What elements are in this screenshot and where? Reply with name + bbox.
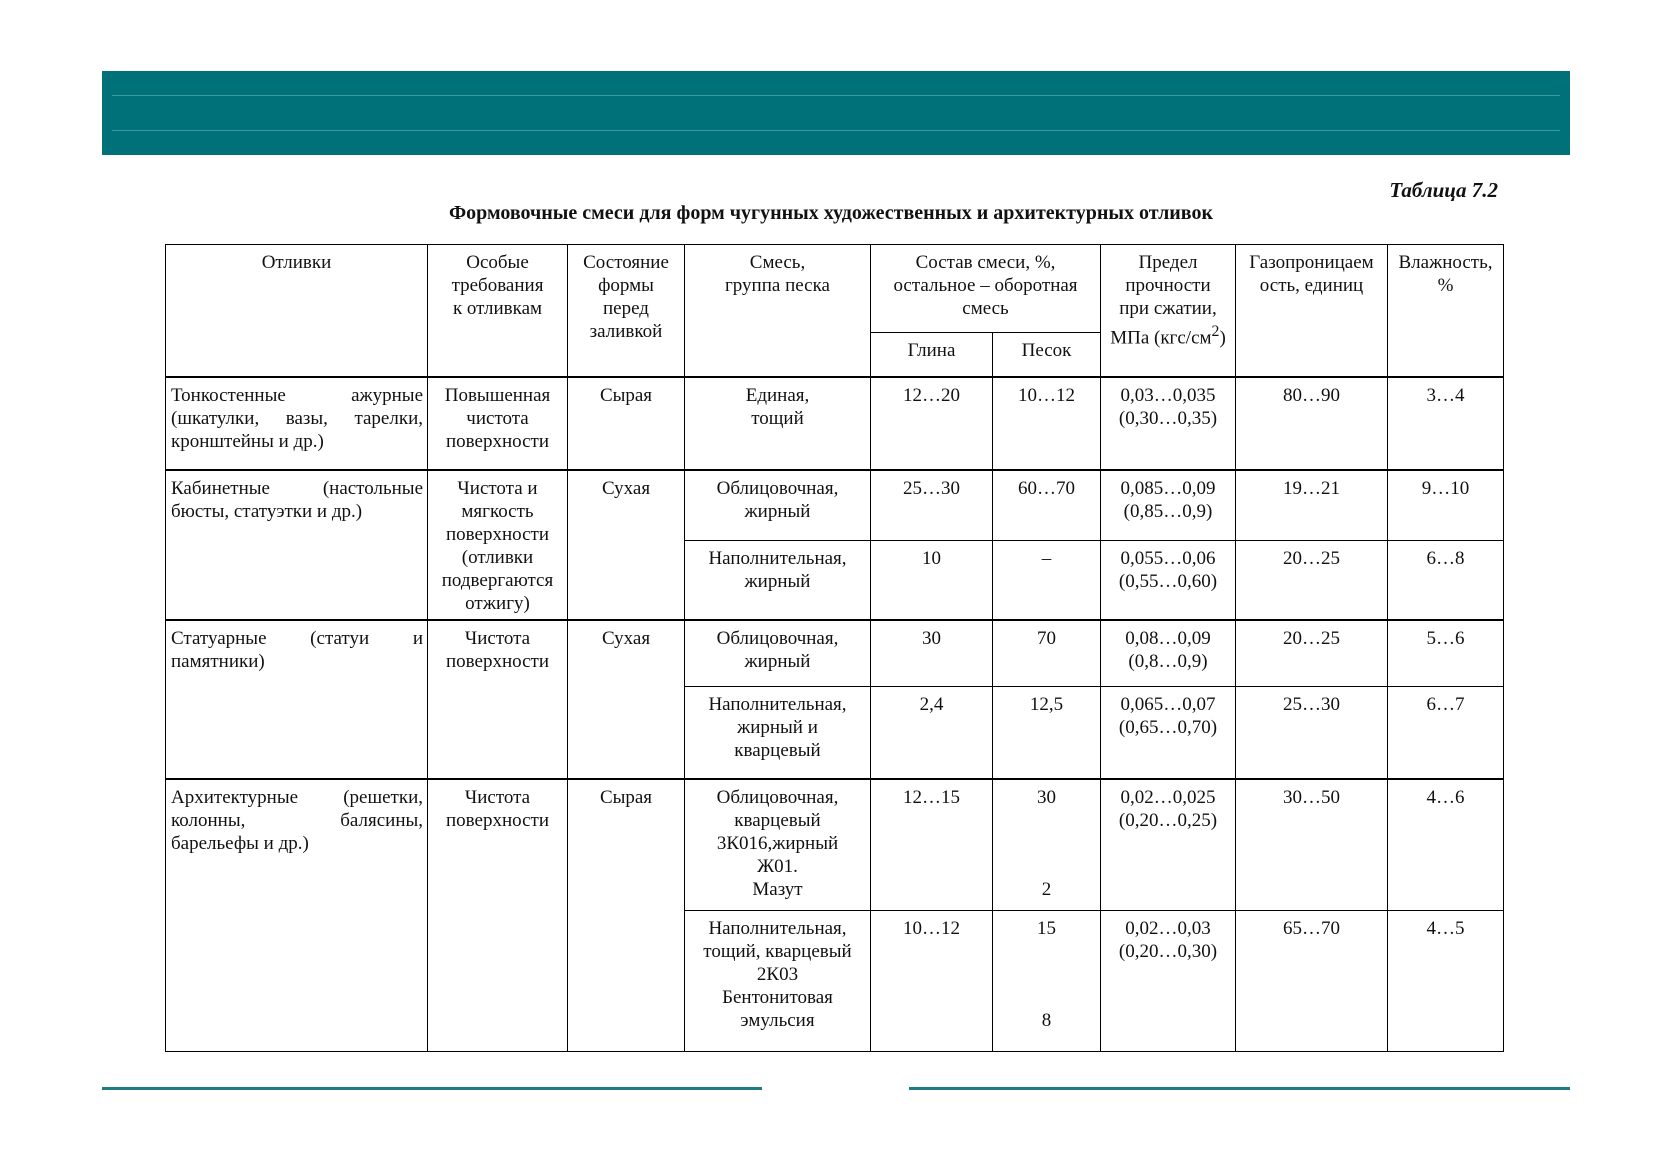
clay-cell: 12…15 [871, 779, 993, 911]
permeability-cell: 20…25 [1236, 620, 1388, 687]
footer-line-left [102, 1087, 762, 1090]
moisture-cell: 3…4 [1388, 377, 1504, 470]
col-header-clay: Глина [871, 333, 993, 377]
clay-cell: 30 [871, 620, 993, 687]
col-header-sand: Песок [993, 333, 1101, 377]
moisture-cell: 4…6 [1388, 779, 1504, 911]
mix-cell: Облицовочная, жирный [685, 620, 871, 687]
sand-cell: 10…12 [993, 377, 1101, 470]
col-header-mix: Смесь, группа песка [685, 245, 871, 377]
mold-state-cell: Сухая [568, 470, 685, 620]
col-header-composition: Состав смеси, %, остальное – оборотная смесь [871, 245, 1101, 333]
mix-cell: Облицовочная, кварцевый 3К016,жирный Ж01. Мазут [685, 779, 871, 911]
col-header-moisture: Влажность, % [1388, 245, 1504, 377]
moisture-cell: 9…10 [1388, 470, 1504, 541]
molding-mixtures-table [165, 244, 1504, 1052]
clay-cell: 25…30 [871, 470, 993, 541]
mix-cell: Наполнительная, жирный и кварцевый [685, 687, 871, 779]
requirement-cell: Чистота поверхности [428, 779, 568, 1052]
table-title: Формовочные смеси для форм чугунных художественных и архитектурных отливок [449, 202, 1213, 224]
strength-cell: 0,055…0,06 (0,55…0,60) [1101, 540, 1236, 619]
permeability-cell: 30…50 [1236, 779, 1388, 911]
moisture-cell: 4…5 [1388, 911, 1504, 1052]
permeability-cell: 25…30 [1236, 687, 1388, 779]
strength-header-end: ) [1219, 327, 1226, 349]
clay-cell: 10…12 [871, 911, 993, 1052]
sand-cell: 12,5 [993, 687, 1101, 779]
col-header-mold-state: Состояние формы перед заливкой [568, 245, 685, 377]
strength-cell: 0,02…0,025 (0,20…0,25) [1101, 779, 1236, 911]
strength-cell: 0,03…0,035 (0,30…0,35) [1101, 377, 1236, 470]
permeability-cell: 20…25 [1236, 540, 1388, 619]
table-row [166, 470, 1504, 541]
strength-cell: 0,085…0,09 (0,85…0,9) [1101, 470, 1236, 541]
strength-cell: 0,065…0,07 (0,65…0,70) [1101, 687, 1236, 779]
header-inner-stripe [112, 95, 1560, 131]
col-header-strength [1101, 245, 1236, 377]
mold-state-cell: Сырая [568, 377, 685, 470]
mix-cell: Наполнительная, тощий, кварцевый 2К03 Бентонитовая эмульсия [685, 911, 871, 1052]
casting-cell: Тонкостенные ажурные (шкатулки, вазы, тарелки, кронштейны и др.) [166, 377, 428, 470]
strength-cell: 0,02…0,03 (0,20…0,30) [1101, 911, 1236, 1052]
table-row [166, 779, 1504, 911]
moisture-cell: 6…7 [1388, 687, 1504, 779]
clay-cell: 12…20 [871, 377, 993, 470]
mold-state-cell: Сырая [568, 779, 685, 1052]
casting-cell: Архитектурные (решетки, колонны, балясины, барельефы и др.) [166, 779, 428, 1052]
requirement-cell: Чистота поверхности [428, 620, 568, 779]
permeability-cell: 19…21 [1236, 470, 1388, 541]
col-header-permeability: Газопроницаем ость, единиц [1236, 245, 1388, 377]
requirement-cell: Чистота и мягкость поверхности (отливки подвергаются отжигу) [428, 470, 568, 620]
col-header-requirements: Особые требования к отливкам [428, 245, 568, 377]
sand-cell: – [993, 540, 1101, 619]
clay-cell: 2,4 [871, 687, 993, 779]
mix-cell: Наполнительная, жирный [685, 540, 871, 619]
requirement-cell: Повышенная чистота поверхности [428, 377, 568, 470]
strength-cell: 0,08…0,09 (0,8…0,9) [1101, 620, 1236, 687]
casting-cell: Статуарные (статуи и памятники) [166, 620, 428, 779]
sand-cell: 15 8 [993, 911, 1101, 1052]
table-row [166, 620, 1504, 687]
clay-cell: 10 [871, 540, 993, 619]
casting-cell: Кабинетные (настольные бюсты, статуэтки и др.) [166, 470, 428, 620]
strength-header-text: Предел прочности при сжатии, МПа (кгс/см [1110, 252, 1217, 349]
col-header-castings: Отливки [166, 245, 428, 377]
table-number: Таблица 7.2 [1389, 178, 1498, 202]
permeability-cell: 80…90 [1236, 377, 1388, 470]
footer-line-right [909, 1087, 1570, 1090]
strength-header-sup: 2 [1211, 323, 1220, 340]
mix-cell: Единая, тощий [685, 377, 871, 470]
permeability-cell: 65…70 [1236, 911, 1388, 1052]
header-band [102, 71, 1570, 155]
moisture-cell: 5…6 [1388, 620, 1504, 687]
moisture-cell: 6…8 [1388, 540, 1504, 619]
mold-state-cell: Сухая [568, 620, 685, 779]
sand-cell: 30 2 [993, 779, 1101, 911]
mix-cell: Облицовочная, жирный [685, 470, 871, 541]
sand-cell: 60…70 [993, 470, 1101, 541]
sand-cell: 70 [993, 620, 1101, 687]
table-row [166, 377, 1504, 470]
